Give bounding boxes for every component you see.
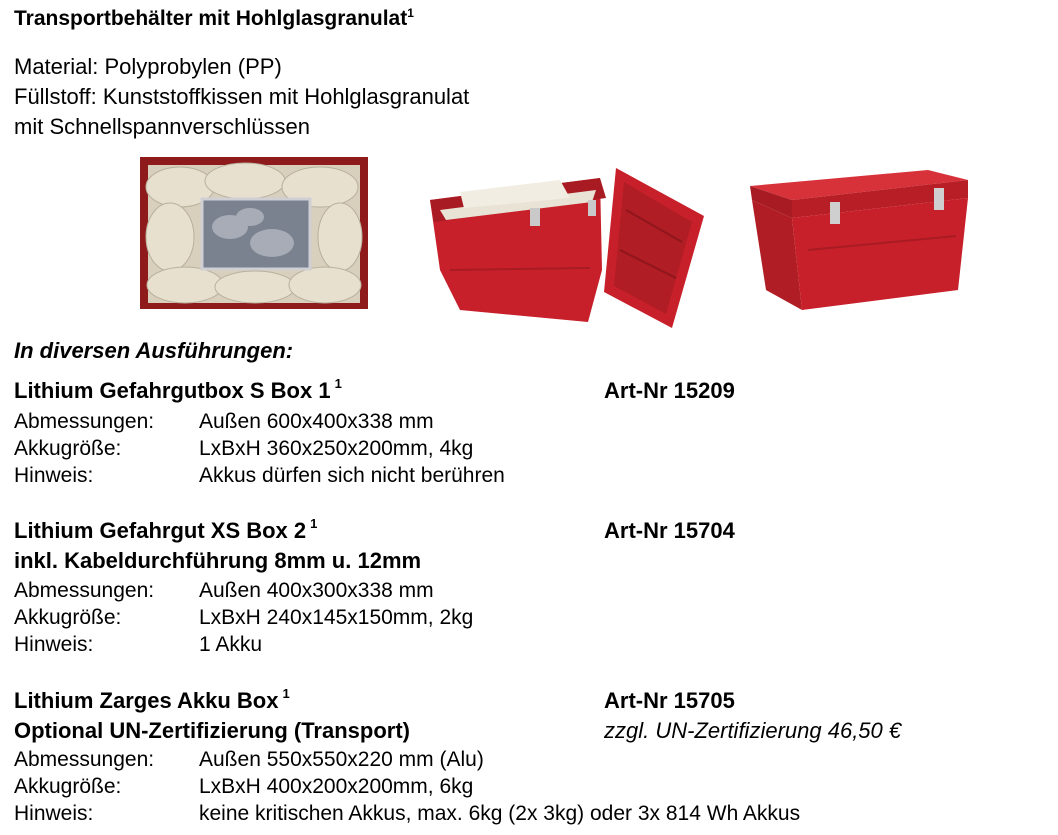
box-interior-photo [140,157,368,309]
material-line: Material: Polyprobylen (PP) [14,54,282,79]
product-2-dimensions-label: Abmessungen: [14,579,155,602]
product-2-dimensions-value: Außen 400x300x338 mm [199,579,434,602]
footnote-marker: 1 [310,516,318,531]
product-1-battery-size-value: LxBxH 360x250x200mm, 4kg [199,437,474,460]
product-1-note-value: Akkus dürfen sich nicht berühren [199,464,505,487]
product-2-name [14,518,317,544]
footnote-marker: 1 [407,6,414,20]
closed-box-photo [748,150,970,316]
product-3-battery-size-value: LxBxH 400x200x200mm, 6kg [199,775,474,798]
footnote-marker: 1 [282,686,290,701]
product-1-dimensions-value: Außen 600x400x338 mm [199,410,434,433]
product-3-dimensions-value: Außen 550x550x220 mm (Alu) [199,748,484,771]
product-2-article-number: Art-Nr 15704 [604,518,735,543]
product-1-name-text: Lithium Gefahrgutbox S Box 1 [14,378,331,403]
product-3-article-number: Art-Nr 15705 [604,688,735,713]
product-2-note-value: 1 Akku [199,633,263,656]
product-1-article-number: Art-Nr 15209 [604,378,735,403]
product-3-note-value: keine kritischen Akkus, max. 6kg (2x 3kg) oder 3x 814 Wh Akkus [199,802,801,825]
product-3-note-label: Hinweis: [14,802,94,825]
product-1-name [14,378,342,404]
product-3-battery-size-label: Akkugröße: [14,775,122,798]
product-1-dimensions-label: Abmessungen: [14,410,155,433]
page-title [14,6,414,31]
variants-heading: In diversen Ausführungen: [14,338,294,363]
product-2-battery-size-label: Akkugröße: [14,606,122,629]
product-3-subtitle: Optional UN-Zertifizierung (Transport) [14,718,410,743]
product-2-subtitle: inkl. Kabeldurchführung 8mm u. 12mm [14,548,422,573]
page-title-text: Transportbehälter mit Hohlglasgranulat [14,7,408,30]
product-3-dimensions-label: Abmessungen: [14,748,155,771]
product-3-price-note: zzgl. UN-Zertifizierung 46,50 € [604,718,902,743]
footnote-marker: 1 [334,376,342,391]
closure-line: mit Schnellspannverschlüssen [14,114,310,139]
product-3-name [14,688,290,714]
product-2-name-text: Lithium Gefahrgut XS Box 2 [14,518,307,543]
filler-line: Füllstoff: Kunststoffkissen mit Hohlglasgranulat [14,84,470,109]
product-1-note-label: Hinweis: [14,464,94,487]
product-2-note-label: Hinweis: [14,633,94,656]
product-1-battery-size-label: Akkugröße: [14,437,122,460]
open-box-photo [420,150,712,330]
product-3-name-text: Lithium Zarges Akku Box [14,688,279,713]
product-2-battery-size-value: LxBxH 240x145x150mm, 2kg [199,606,474,629]
